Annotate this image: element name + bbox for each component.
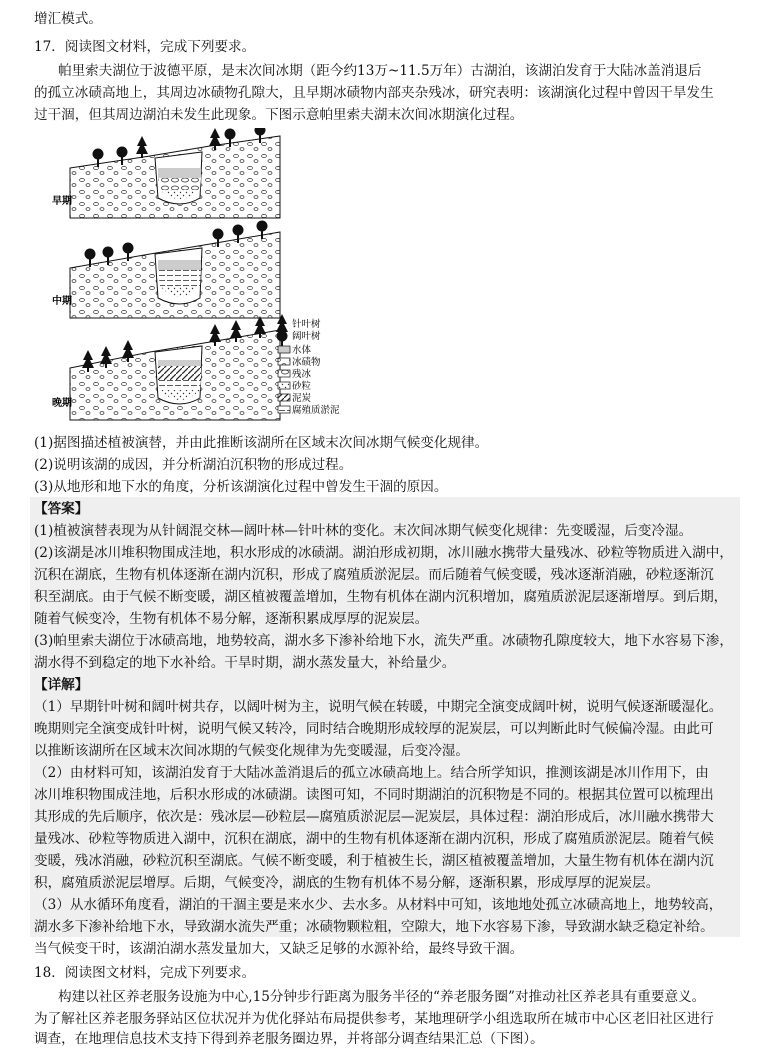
answer-line-2: (2)该湖是冰川堆积物围成洼地，积水形成的冰碛湖。湖泊形成初期，冰川融水携带大量残冰、砂粒等物质进入湖中， — [34, 545, 733, 561]
q17-intro-2: 的孤立冰碛高地上，其周边冰碛物孔隙大，且早期冰碛物内部夹杂残冰，研究表明：该湖演化过程中曾因干旱发生 — [34, 85, 714, 101]
stage-early — [52, 128, 280, 218]
stage-label-early: 早期 — [52, 196, 72, 207]
answer-tag: 【答案】 — [34, 501, 89, 517]
detail-line-6: 其形成的先后顺序，依次是：残冰层—砂粒层—腐殖质淤泥层—泥炭层，具体过程：湖泊形成后，冰川融水携带大 — [34, 809, 714, 825]
q17-intro-3: 过干涸，但其周边湖泊未发生此现象。下图示意帕里索夫湖末次间冰期演化过程。 — [34, 107, 524, 123]
q18-intro-1: 构建以社区养老服务设施为中心,15分钟步行距离为服务半径的“养老服务圈”对推动社区养老具有重要意义。 — [58, 989, 706, 1005]
detail-line-3: 以推断该湖所在区域末次间冰期的气候变化规律为先变暖湿，后变冷湿。 — [34, 743, 469, 759]
legend-residual-ice: 残冰 — [292, 369, 312, 380]
legend-sand: 砂粒 — [292, 381, 312, 392]
detail-line-4: （2）由材料可知，该湖泊发育于大陆冰盖消退后的孤立冰碛高地上。结合所学知识，推测该湖是冰川作用下，由 — [34, 765, 709, 781]
q17-intro-1: 帕里索夫湖位于波德平原，是末次间冰期（距今约13万~11.5万年）古湖泊，该湖泊发育于大陆冰盖消退后 — [58, 63, 702, 79]
detail-line-2: 晚期则完全演变成针叶树，说明气候又转冷，同时结合晚期形成较厚的泥炭层，可以判断此时气候偏冷湿。由此可 — [34, 721, 714, 737]
figure-legend — [276, 314, 340, 416]
detail-line-1: （1）早期针叶树和阔叶树共存，以阔叶树为主，说明气候在转暖，中期完全演变成阔叶树，说明气候逐渐暖湿化。 — [34, 699, 723, 715]
answer-line-1: (1)植被演替表现为从针阔混交林—阔叶林—针叶林的变化。末次间冰期气候变化规律：先变暖湿，后变冷湿。 — [34, 523, 693, 539]
answer-line-3: 沉积在湖底，生物有机体逐渐在湖内沉积，形成了腐殖质淤泥层。而后随着气候变暖，残冰逐渐消融，砂粒逐渐沉 — [34, 567, 714, 583]
q17-question-1: (1)据图描述植被演替，并由此推断该湖所在区域末次间冰期气候变化规律。 — [34, 435, 489, 451]
q18-title: 18．阅读图文材料，完成下列要求。 — [34, 965, 256, 981]
answer-line-7: 湖水得不到稳定的地下水补给。干旱时期，湖水蒸发量大，补给量少。 — [34, 655, 456, 671]
detail-line-10: （3）从水循环角度看，湖泊的干涸主要是来水少、去水多。从材料中可知，该地地处孤立冰碛高地上，地势较高， — [34, 897, 723, 913]
detail-line-11: 湖水多下渗补给地下水，导致湖水流失严重；冰碛物颗粒粗，空隙大，地下水容易下渗，导致湖水缺乏稳定补给。 — [34, 919, 714, 935]
previous-answer-tail: 增汇模式。 — [34, 11, 102, 27]
legend-moraine: 冰碛物 — [292, 357, 321, 368]
answer-line-6: (3)帕里索夫湖位于冰碛高地，地势较高，湖水多下渗补给地下水，流失严重。冰碛物孔隙度较大，地下水容易下渗， — [34, 633, 733, 649]
q17-question-3: (3)从地形和地下水的角度，分析该湖演化过程中曾发生干涸的原因。 — [34, 479, 448, 495]
q17-question-2: (2)说明该湖的成因，并分析湖泊沉积物的形成过程。 — [34, 457, 353, 473]
legend-conifer: 针叶树 — [292, 319, 321, 330]
legend-broadleaf: 阔叶树 — [292, 331, 321, 342]
detail-line-9: 积，腐殖质淤泥层增厚。后期，气候变冷，湖底的生物有机体不易分解，逐渐积累，形成厚厚的泥炭层。 — [34, 875, 660, 891]
stage-label-middle: 中期 — [52, 296, 72, 307]
detail-line-8: 变暖，残冰消融，砂粒沉积至湖底。气候不断变暖，利于植被生长，湖区植被覆盖增加，大量生物有机体在湖内沉 — [34, 853, 714, 869]
q18-intro-2: 为了解社区养老服务驿站区位状况并为优化驿站布局提供参考，某地理研学小组选取所在城市中心区老旧社区进行 — [34, 1011, 714, 1027]
q17-title: 17．阅读图文材料，完成下列要求。 — [34, 39, 256, 55]
legend-peat: 泥炭 — [292, 393, 312, 404]
detail-tag: 【详解】 — [34, 677, 89, 693]
answer-line-5: 随着气候变冷，生物有机体不易分解，逐渐积累成厚厚的泥炭层。 — [34, 611, 429, 627]
stage-late — [52, 316, 280, 420]
detail-line-12: 当气候变干时，该湖泊湖水蒸发量加大，又缺乏足够的水源补给，最终导致干涸。 — [34, 941, 524, 957]
stage-middle — [52, 221, 280, 319]
detail-line-5: 冰川堆积物围成洼地，后积水形成的冰碛湖。读图可知，不同时期湖泊的沉积物是不同的。根据其位置可以梳理出 — [34, 787, 714, 803]
lake-evolution-figure — [50, 128, 350, 428]
stage-label-late: 晚期 — [52, 398, 72, 409]
legend-water: 水体 — [292, 345, 312, 356]
answer-line-4: 积至湖底。由于气候不断变暖，湖区植被覆盖增加，生物有机体在湖内沉积增加，腐殖质淤泥层逐渐增厚。到后期， — [34, 589, 728, 605]
detail-line-7: 量残冰、砂粒等物质进入湖中，沉积在湖底，湖中的生物有机体逐渐在湖内沉积，形成了腐殖质淤泥层。随着气候 — [34, 831, 714, 847]
q18-intro-3: 调查，在地理信息技术支持下得到养老服务圈边界，并将部分调查结果汇总（下图）。 — [34, 1031, 544, 1047]
legend-humus-mud: 腐殖质淤泥 — [292, 405, 340, 416]
